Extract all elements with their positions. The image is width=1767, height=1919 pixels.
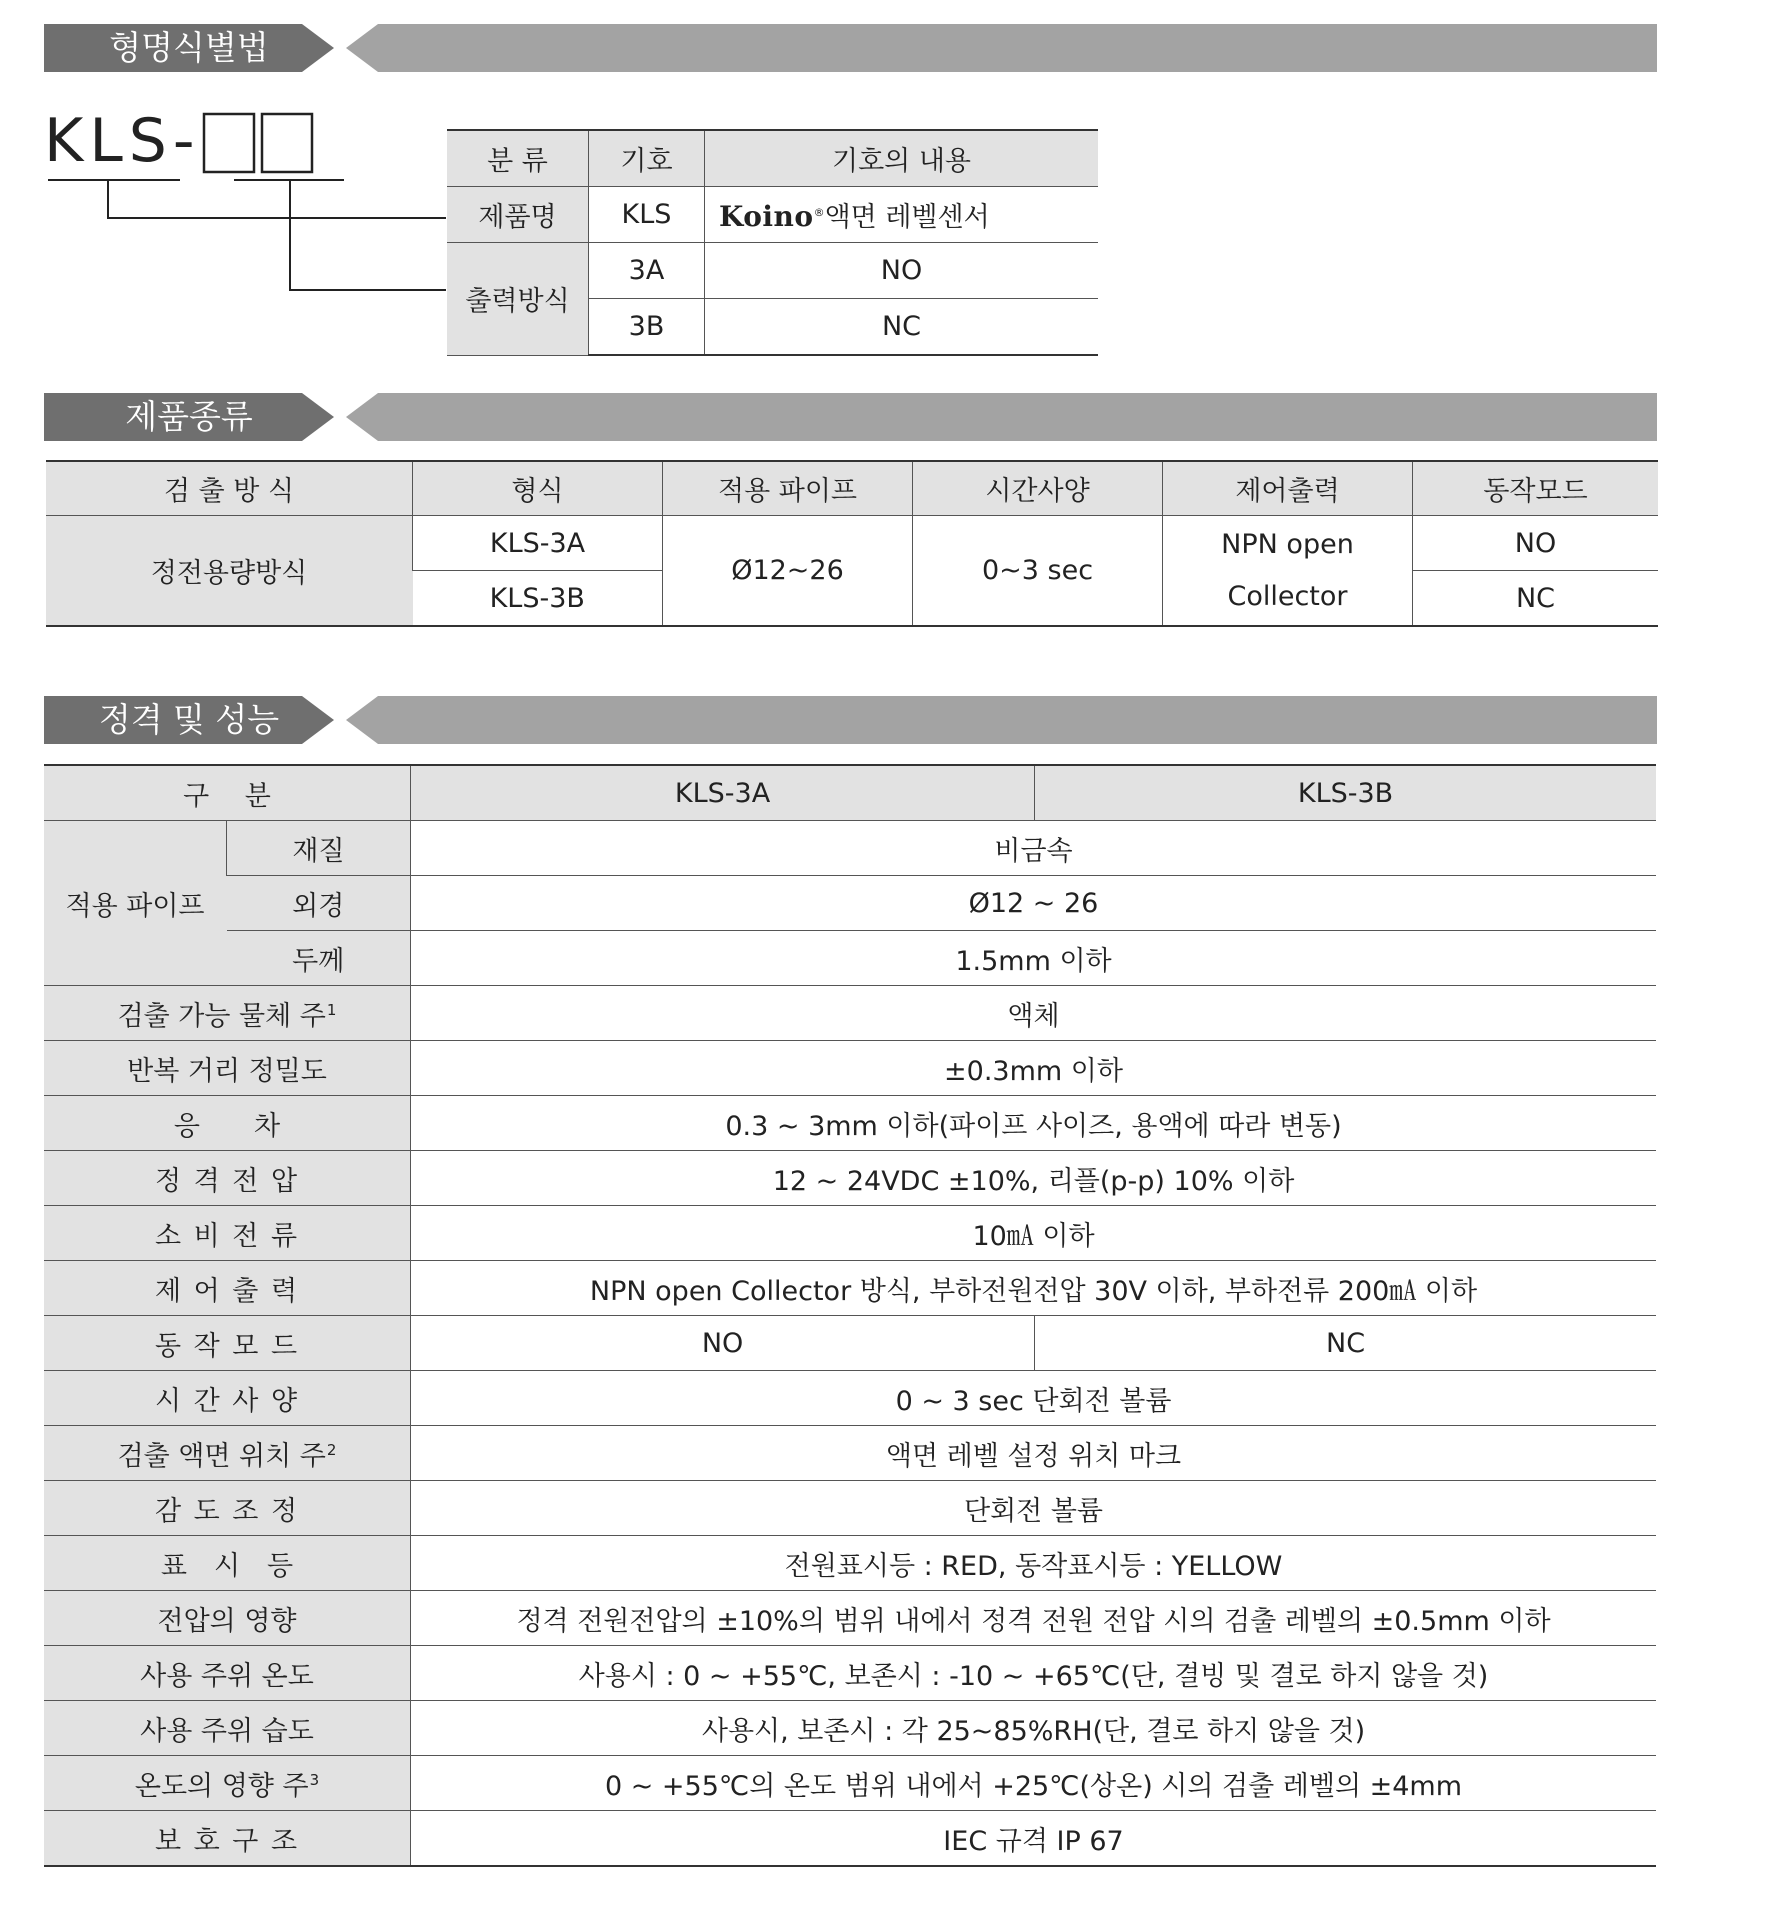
spec-voltage-value: 12 ~ 24VDC ±10%, 리플(p-p) 10% 이하: [411, 1151, 1657, 1206]
spec-diameter-label: 외경: [227, 876, 411, 931]
spec-volt-effect-label: 전압의 영향: [44, 1591, 411, 1646]
code-header-category: 분 류: [447, 130, 589, 187]
spec-time-value: 0 ~ 3 sec 단회전 볼륨: [411, 1371, 1657, 1426]
types-time: 0~3 sec: [913, 516, 1163, 627]
spec-repeat-label: 반복 거리 정밀도: [44, 1041, 411, 1096]
spec-control-label: 제 어 출 력: [44, 1261, 411, 1316]
section-title-specs: 정격 및 성능: [98, 700, 280, 739]
model-code-prefix: KLS-: [44, 106, 201, 176]
spec-header-label: 구 분: [44, 765, 411, 821]
spec-current-value: 10㎃ 이하: [411, 1206, 1657, 1261]
types-header-time: 시간사양: [913, 461, 1163, 516]
spec-humid-value: 사용시, 보존시 : 각 25~85%RH(단, 결로 하지 않을 것): [411, 1701, 1657, 1756]
footnote-marker: 3: [309, 1770, 320, 1789]
code-out2-desc: NC: [705, 299, 1099, 356]
section-banner-specs: [44, 696, 1657, 744]
code-header-meaning: 기호의 내용: [705, 130, 1099, 187]
spec-repeat-value: ±0.3mm 이하: [411, 1041, 1657, 1096]
specs-table: [44, 764, 1656, 1867]
code-output-label: 출력방식: [447, 243, 589, 356]
spec-mode-value-1: NO: [411, 1316, 1035, 1371]
spec-material-label: 재질: [227, 821, 411, 876]
spec-header-model-2: KLS-3B: [1035, 765, 1656, 821]
spec-pipe-group: 적용 파이프: [44, 821, 227, 986]
spec-sensitivity-value: 단회전 볼륨: [411, 1481, 1657, 1536]
spec-indicator-label: 표 시 등: [44, 1536, 411, 1591]
spec-control-value: NPN open Collector 방식, 부하전원전압 30V 이하, 부하전류 200㎃ 이하: [411, 1261, 1657, 1316]
product-types-table: [46, 460, 1658, 627]
spec-mode-value-2: NC: [1035, 1316, 1656, 1371]
code-header-symbol: 기호: [589, 130, 705, 187]
code-out1-symbol: 3A: [589, 243, 705, 299]
spec-thickness-label: 두께: [227, 931, 411, 986]
types-output: [1163, 516, 1413, 627]
types-output-line1: NPN open: [1221, 528, 1354, 560]
types-model-1: KLS-3A: [413, 516, 663, 571]
spec-time-label: 시 간 사 양: [44, 1371, 411, 1426]
types-header-pipe: 적용 파이프: [663, 461, 913, 516]
koino-logo: Koino: [719, 200, 814, 233]
spec-temp-value: 사용시 : 0 ~ +55℃, 보존시 : -10 ~ +65℃(단, 결빙 및 결로 하지 않을 것): [411, 1646, 1657, 1701]
spec-sensitivity-label: 감 도 조 정: [44, 1481, 411, 1536]
spec-voltage-label: 정 격 전 압: [44, 1151, 411, 1206]
types-mode-2: NC: [1413, 571, 1659, 627]
section-title-types: 제품종류: [125, 397, 253, 436]
spec-hysteresis-label: 응 차: [44, 1096, 411, 1151]
spec-thickness-value: 1.5mm 이하: [411, 931, 1657, 986]
spec-detect-pos-value: 액면 레벨 설정 위치 마크: [411, 1426, 1657, 1481]
spec-volt-effect-value: 정격 전원전압의 ±10%의 범위 내에서 정격 전원 전압 시의 검출 레벨의 ±0.5mm 이하: [411, 1591, 1657, 1646]
code-box-1: [204, 114, 254, 172]
spec-hysteresis-value: 0.3 ~ 3mm 이하(파이프 사이즈, 용액에 따라 변동): [411, 1096, 1657, 1151]
code-product-symbol: KLS: [589, 187, 705, 243]
spec-temp-effect-label: [44, 1756, 411, 1811]
registered-mark: ®: [813, 206, 825, 219]
spec-current-label: 소 비 전 류: [44, 1206, 411, 1261]
model-code-table: [447, 129, 1098, 356]
types-pipe: Ø12~26: [663, 516, 913, 627]
spec-header-model-1: KLS-3A: [411, 765, 1035, 821]
spec-temp-label: 사용 주위 온도: [44, 1646, 411, 1701]
spec-detect-obj-value: 액체: [411, 986, 1657, 1041]
types-header-model: 형식: [413, 461, 663, 516]
types-model-2: KLS-3B: [413, 571, 663, 627]
code-product-label: 제품명: [447, 187, 589, 243]
types-output-line2: Collector: [1227, 580, 1348, 612]
spec-protect-label: 보 호 구 조: [44, 1811, 411, 1867]
section-banner-types: [44, 393, 1657, 441]
spec-mode-label: 동 작 모 드: [44, 1316, 411, 1371]
connector-product: [108, 180, 446, 218]
model-code-diagram: [0, 0, 460, 300]
code-out1-desc: NO: [705, 243, 1099, 299]
spec-detect-obj-text: 검출 가능 물체 주: [117, 1000, 326, 1032]
spec-temp-effect-value: 0 ~ +55℃의 온도 범위 내에서 +25℃(상온) 시의 검출 레벨의 ±4mm: [411, 1756, 1657, 1811]
types-header-output: 제어출력: [1163, 461, 1413, 516]
spec-protect-value: IEC 규격 IP 67: [411, 1811, 1657, 1867]
spec-detect-pos-label: [44, 1426, 411, 1481]
spec-indicator-value: 전원표시등 : RED, 동작표시등 : YELLOW: [411, 1536, 1657, 1591]
footnote-marker: 2: [326, 1440, 337, 1459]
spec-detect-pos-text: 검출 액면 위치 주: [117, 1440, 326, 1472]
spec-temp-effect-text: 온도의 영향 주: [134, 1770, 309, 1802]
code-box-2: [262, 114, 312, 172]
types-header-mode: 동작모드: [1413, 461, 1659, 516]
code-out2-symbol: 3B: [589, 299, 705, 356]
spec-material-value: 비금속: [411, 821, 1657, 876]
spec-humid-label: 사용 주위 습도: [44, 1701, 411, 1756]
section-title-naming: 형명식별법: [109, 28, 269, 67]
product-desc-text: 액면 레벨센서: [824, 202, 990, 233]
spec-detect-obj-label: [44, 986, 411, 1041]
spec-diameter-value: Ø12 ~ 26: [411, 876, 1657, 931]
types-mode-1: NO: [1413, 516, 1659, 571]
connector-output: [290, 180, 446, 290]
code-product-desc: [705, 187, 1099, 243]
footnote-marker: 1: [326, 1000, 337, 1019]
types-header-method: 검 출 방 식: [46, 461, 413, 516]
types-method: 정전용량방식: [46, 516, 413, 627]
